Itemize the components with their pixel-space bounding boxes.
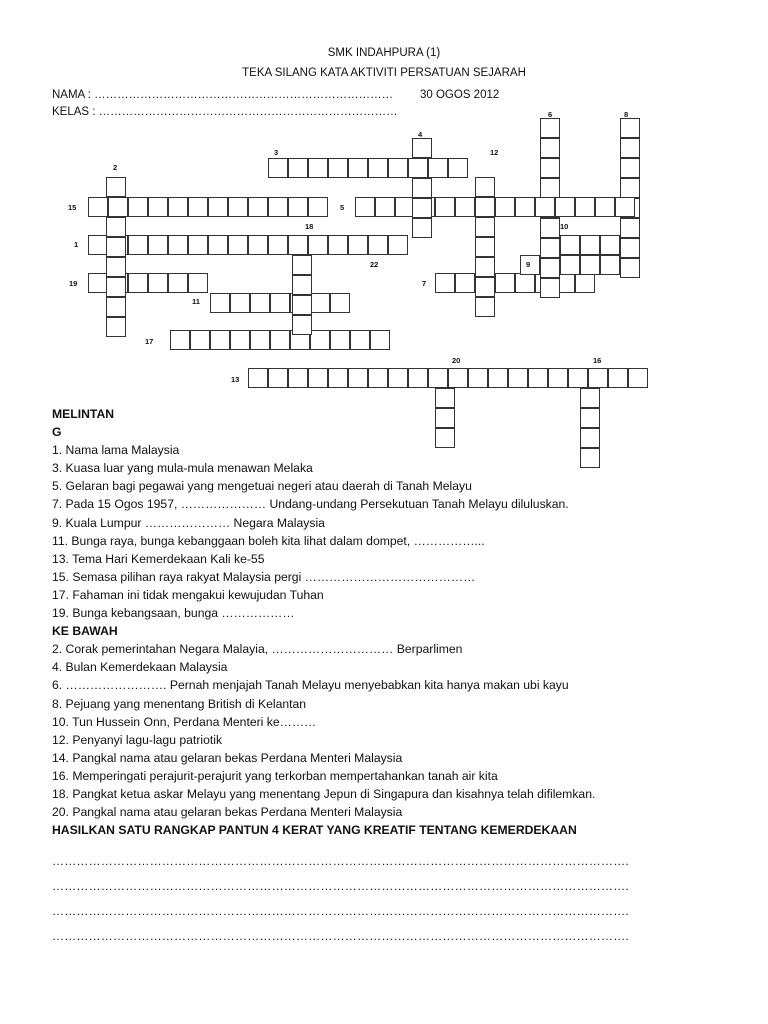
crossword-cell[interactable] <box>148 197 168 217</box>
answer-line[interactable]: ……………………………………………………………………………………………………………………………. <box>52 904 629 918</box>
crossword-cell[interactable] <box>270 293 290 313</box>
crossword-cell[interactable] <box>108 197 128 217</box>
crossword-cell[interactable] <box>328 158 348 178</box>
crossword-cell[interactable] <box>128 235 148 255</box>
clue-number: 3 <box>274 148 279 157</box>
down-clue: 20. Pangkal nama atau gelaran bekas Perdana Menteri Malaysia <box>52 805 403 820</box>
clue-number: 18 <box>305 222 314 231</box>
crossword-cell[interactable] <box>310 330 330 350</box>
crossword-cell[interactable] <box>412 198 432 218</box>
crossword-cell[interactable] <box>168 235 188 255</box>
crossword-cell[interactable] <box>308 235 328 255</box>
crossword-cell[interactable] <box>370 330 390 350</box>
crossword-cell[interactable] <box>348 235 368 255</box>
crossword-cell[interactable] <box>548 368 568 388</box>
clue-number: 5 <box>340 203 345 212</box>
answer-line[interactable]: ……………………………………………………………………………………………………………………………. <box>52 854 629 868</box>
crossword-cell[interactable] <box>88 235 108 255</box>
clue-number: 9 <box>526 260 531 269</box>
answer-line[interactable]: ……………………………………………………………………………………………………………………………. <box>52 929 629 943</box>
crossword-cell[interactable] <box>228 235 248 255</box>
crossword-cell[interactable] <box>88 273 108 293</box>
down-clue: 6. ……………………. Pernah menjajah Tanah Melayu menyebabkan kita hanya makan ubi kayu <box>52 678 569 693</box>
crossword-cell[interactable] <box>268 235 288 255</box>
crossword-cell[interactable] <box>608 368 628 388</box>
crossword-cell[interactable] <box>620 178 640 198</box>
down-clue: 18. Pangkat ketua askar Melayu yang menentang Jepun di Singapura dan kisahnya telah difilemkan. <box>52 786 596 801</box>
crossword-cell[interactable] <box>448 368 468 388</box>
across-clue: 9. Kuala Lumpur ………………… Negara Malaysia <box>52 515 325 530</box>
crossword-cell[interactable] <box>168 197 188 217</box>
crossword-cell[interactable] <box>188 273 208 293</box>
crossword-cell[interactable] <box>348 158 368 178</box>
crossword-cell[interactable] <box>388 235 408 255</box>
crossword-cell[interactable] <box>268 197 288 217</box>
crossword-cell[interactable] <box>106 177 126 197</box>
crossword-cell[interactable] <box>475 277 495 297</box>
crossword-cell[interactable] <box>475 297 495 317</box>
across-clue: 19. Bunga kebangsaan, bunga ……………… <box>52 606 295 621</box>
crossword-cell[interactable] <box>435 197 455 217</box>
clue-number: 7 <box>422 279 427 288</box>
down-clue: 14. Pangkal nama atau gelaran bekas Perdana Menteri Malaysia <box>52 750 403 765</box>
crossword-cell[interactable] <box>475 197 495 217</box>
crossword-cell[interactable] <box>540 218 560 238</box>
crossword-cell[interactable] <box>408 158 428 178</box>
crossword-cell[interactable] <box>540 158 560 178</box>
crossword-cell[interactable] <box>328 368 348 388</box>
crossword-cell[interactable] <box>540 278 560 298</box>
crossword-cell[interactable] <box>170 330 190 350</box>
clue-number: 17 <box>145 337 154 346</box>
crossword-cell[interactable] <box>475 257 495 277</box>
crossword-cell[interactable] <box>292 315 312 335</box>
crossword-cell[interactable] <box>620 218 640 238</box>
crossword-cell[interactable] <box>540 258 560 278</box>
crossword-cell[interactable] <box>148 235 168 255</box>
crossword-cell[interactable] <box>412 218 432 238</box>
across-clue: 15. Semasa pilihan raya rakyat Malaysia pergi …………………………………… <box>52 569 476 584</box>
crossword-cell[interactable] <box>248 197 268 217</box>
crossword-cell[interactable] <box>210 330 230 350</box>
crossword-cell[interactable] <box>288 235 308 255</box>
crossword-cell[interactable] <box>408 368 428 388</box>
crossword-cell[interactable] <box>620 158 640 178</box>
crossword-cell[interactable] <box>468 368 488 388</box>
crossword-cell[interactable] <box>308 368 328 388</box>
crossword-cell[interactable] <box>600 255 620 275</box>
crossword-cell[interactable] <box>540 118 560 138</box>
crossword-cell[interactable] <box>575 273 595 293</box>
across-clue: 3. Kuasa luar yang mula-mula menawan Melaka <box>52 461 313 476</box>
crossword-cell[interactable] <box>375 197 395 217</box>
crossword-cell[interactable] <box>268 368 288 388</box>
clue-number: 13 <box>231 375 240 384</box>
crossword-cell[interactable] <box>368 235 388 255</box>
crossword-cell[interactable] <box>560 235 580 255</box>
crossword-cell[interactable] <box>248 368 268 388</box>
clue-number: 2 <box>113 163 118 172</box>
down-heading: KE BAWAH <box>52 624 118 639</box>
crossword-cell[interactable] <box>568 368 588 388</box>
down-clue: 8. Pejuang yang menentang British di Kelantan <box>52 696 307 711</box>
pantun-task: HASILKAN SATU RANGKAP PANTUN 4 KERAT YANG KREATIF TENTANG KEMERDEKAAN <box>52 823 577 838</box>
clue-number: 1 <box>74 240 79 249</box>
across-clue: 11. Bunga raya, bunga kebanggaan boleh kita lihat dalam dompet, ……………... <box>52 533 485 548</box>
clue-number: 12 <box>490 148 499 157</box>
crossword-cell[interactable] <box>188 197 208 217</box>
crossword-cell[interactable] <box>475 237 495 257</box>
crossword-cell[interactable] <box>106 217 126 237</box>
crossword-cell[interactable] <box>288 158 308 178</box>
crossword-cell[interactable] <box>106 237 126 257</box>
crossword-cell[interactable] <box>368 158 388 178</box>
crossword-cell[interactable] <box>540 138 560 158</box>
clues-section <box>52 405 692 839</box>
crossword-cell[interactable] <box>580 255 600 275</box>
crossword-cell[interactable] <box>508 368 528 388</box>
crossword-cell[interactable] <box>555 197 575 217</box>
clue-number: 11 <box>192 297 200 306</box>
crossword-cell[interactable] <box>208 235 228 255</box>
crossword-cell[interactable] <box>250 330 270 350</box>
crossword-cell[interactable] <box>88 197 108 217</box>
crossword-cell[interactable] <box>595 197 615 217</box>
across-heading: MELINTAN <box>52 407 115 421</box>
crossword-cell[interactable] <box>308 197 328 217</box>
crossword-cell[interactable] <box>515 197 535 217</box>
crossword-cell[interactable] <box>368 368 388 388</box>
crossword-cell[interactable] <box>128 273 148 293</box>
crossword-cell[interactable] <box>355 197 375 217</box>
crossword-cell[interactable] <box>495 197 515 217</box>
down-clue: 10. Tun Hussein Onn, Perdana Menteri ke……… <box>52 714 317 729</box>
crossword-cell[interactable] <box>580 235 600 255</box>
across-heading-cont: G <box>52 425 62 440</box>
clue-number: 16 <box>593 356 602 365</box>
crossword-cell[interactable] <box>310 293 330 313</box>
clue-number: 22 <box>370 260 379 269</box>
crossword-cell[interactable] <box>388 158 408 178</box>
crossword-cell[interactable] <box>208 197 228 217</box>
clue-number: 19 <box>69 279 78 288</box>
crossword-cell[interactable] <box>495 273 515 293</box>
down-clue: 16. Memperingati perajurit-perajurit yang terkorban mempertahankan tanah air kita <box>52 768 498 783</box>
nama-field: NAMA : …………………………………………………………………… <box>52 89 394 101</box>
crossword-cell[interactable] <box>330 330 350 350</box>
crossword-cell[interactable] <box>106 317 126 337</box>
crossword-cell[interactable] <box>148 273 168 293</box>
crossword-cell[interactable] <box>620 138 640 158</box>
across-clue: 1. Nama lama Malaysia <box>52 443 180 458</box>
clue-number: 8 <box>624 110 629 119</box>
across-clue: 7. Pada 15 Ogos 1957, ………………… Undang-undang Persekutuan Tanah Melayu diluluskan. <box>52 497 569 512</box>
crossword-cell[interactable] <box>535 197 555 217</box>
crossword-cell[interactable] <box>600 235 620 255</box>
crossword-cell[interactable] <box>308 158 328 178</box>
kelas-field: KELAS : …………………………………………………………………… <box>52 106 398 118</box>
crossword-cell[interactable] <box>528 368 548 388</box>
crossword-cell[interactable] <box>455 197 475 217</box>
crossword-cell[interactable] <box>628 368 648 388</box>
crossword-cell[interactable] <box>168 273 188 293</box>
clue-number: 6 <box>548 110 553 119</box>
crossword-cell[interactable] <box>350 330 370 350</box>
crossword-cell[interactable] <box>620 258 640 278</box>
crossword-cell[interactable] <box>128 197 148 217</box>
clue-number: 10 <box>560 222 569 231</box>
crossword-cell[interactable] <box>188 235 208 255</box>
crossword-cell[interactable] <box>475 177 495 197</box>
crossword-cell[interactable] <box>106 297 126 317</box>
crossword-cell[interactable] <box>270 330 290 350</box>
crossword-cell[interactable] <box>210 293 230 313</box>
crossword-cell[interactable] <box>428 158 448 178</box>
across-clue: 5. Gelaran bagi pegawai yang mengetuai negeri atau daerah di Tanah Melayu <box>52 479 472 494</box>
school-name: SMK INDAHPURA (1) <box>327 47 441 59</box>
crossword-cell[interactable] <box>475 217 495 237</box>
crossword-cell[interactable] <box>288 197 308 217</box>
crossword-cell[interactable] <box>435 273 455 293</box>
worksheet-title: TEKA SILANG KATA AKTIVITI PERSATUAN SEJARAH <box>242 67 526 79</box>
crossword-cell[interactable] <box>250 293 270 313</box>
crossword-cell[interactable] <box>575 197 595 217</box>
crossword-cell[interactable] <box>248 235 268 255</box>
crossword-cell[interactable] <box>540 178 560 198</box>
crossword-cell[interactable] <box>190 330 210 350</box>
crossword-cell[interactable] <box>412 178 432 198</box>
crossword-cell[interactable] <box>588 368 608 388</box>
clue-number: 15 <box>68 203 77 212</box>
crossword-cell[interactable] <box>106 277 126 297</box>
crossword-cell[interactable] <box>228 197 248 217</box>
down-clue: 2. Corak pemerintahan Negara Malayia, ………………………… Berparlimen <box>52 642 463 657</box>
across-clue: 13. Tema Hari Kemerdekaan Kali ke-55 <box>52 551 265 566</box>
crossword-cell[interactable] <box>620 238 640 258</box>
crossword-cell[interactable] <box>292 255 312 275</box>
crossword-cell[interactable] <box>288 368 308 388</box>
down-clue: 4. Bulan Kemerdekaan Malaysia <box>52 660 228 675</box>
across-clue: 17. Fahaman ini tidak mengakui kewujudan Tuhan <box>52 587 324 602</box>
crossword-cell[interactable] <box>620 118 640 138</box>
crossword-cell[interactable] <box>330 293 350 313</box>
crossword-cell[interactable] <box>106 257 126 277</box>
crossword-cell[interactable] <box>328 235 348 255</box>
crossword-cell[interactable] <box>615 197 635 217</box>
crossword-cell[interactable] <box>230 330 250 350</box>
crossword-cell[interactable] <box>388 368 408 388</box>
crossword-cell[interactable] <box>488 368 508 388</box>
crossword-cell[interactable] <box>412 138 432 158</box>
crossword-cell[interactable] <box>292 295 312 315</box>
answer-line[interactable]: ……………………………………………………………………………………………………………………………. <box>52 879 629 893</box>
crossword-cell[interactable] <box>348 368 368 388</box>
crossword-cell[interactable] <box>560 255 580 275</box>
crossword-cell[interactable] <box>515 273 535 293</box>
clue-number: 4 <box>418 130 423 139</box>
crossword-cell[interactable] <box>540 238 560 258</box>
crossword-cell[interactable] <box>268 158 288 178</box>
crossword-cell[interactable] <box>428 368 448 388</box>
down-clue: 12. Penyanyi lagu-lagu patriotik <box>52 732 223 747</box>
crossword-cell[interactable] <box>230 293 250 313</box>
clue-number: 20 <box>452 356 461 365</box>
crossword-cell[interactable] <box>292 275 312 295</box>
crossword-cell[interactable] <box>448 158 468 178</box>
crossword-cell[interactable] <box>455 273 475 293</box>
date-label: 30 OGOS 2012 <box>420 89 500 101</box>
